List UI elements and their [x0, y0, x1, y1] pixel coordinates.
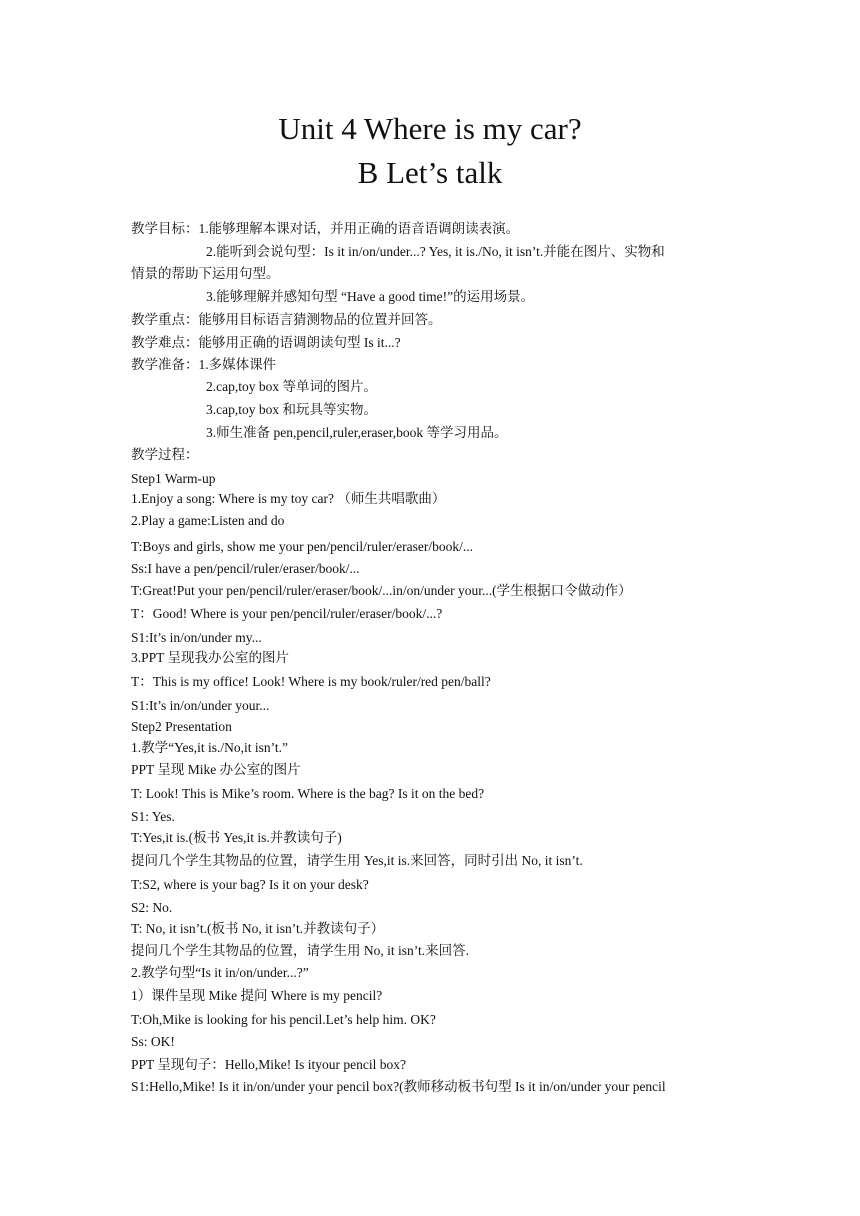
text-line: T: Look! This is Mike’s room. Where is the bag? Is it on the bed? [131, 786, 485, 801]
objective-line: 情景的帮助下运用句型。 [131, 266, 280, 281]
step-heading: Step1 Warm-up [131, 471, 216, 486]
text-line: S2: No. [131, 900, 173, 915]
difficulty-line: 教学难点：能够用正确的语调朗读句型 Is it...? [131, 335, 401, 350]
text-line: 1.Enjoy a song: Where is my toy car? （师生共唱歌曲） [131, 491, 446, 506]
title-line-2: B Let’s talk [357, 155, 503, 190]
text-line: T:Boys and girls, show me your pen/pencil/ruler/eraser/book/... [131, 539, 474, 554]
text-line: S1:It’s in/on/under my... [131, 630, 262, 645]
text-line: Ss:I have a pen/pencil/ruler/eraser/book/... [131, 561, 360, 576]
text-line: T: No, it isn’t.(板书 No, it isn’t.并教读句子） [131, 921, 385, 936]
preparation-line: 教学准备：1.多媒体课件 [131, 357, 277, 372]
text-line: Ss: OK! [131, 1034, 175, 1049]
preparation-line: 2.cap,toy box 等单词的图片。 [206, 379, 377, 394]
text-line: S1: Yes. [131, 809, 175, 824]
text-line: 1）课件呈现 Mike 提问 Where is my pencil? [131, 988, 383, 1003]
text-line: T：Good! Where is your pen/pencil/ruler/eraser/book/...? [131, 606, 443, 621]
text-line: 提问几个学生其物品的位置，请学生用 Yes,it is.来回答，同时引出 No, it isn’t. [131, 853, 583, 868]
text-line: 2.教学句型“Is it in/on/under...?” [131, 965, 309, 980]
text-line: 提问几个学生其物品的位置，请学生用 No, it isn’t.来回答. [131, 943, 470, 958]
preparation-line: 3.师生准备 pen,pencil,ruler,eraser,book 等学习用品。 [206, 425, 508, 440]
title-line-1: Unit 4 Where is my car? [278, 111, 582, 146]
text-line: T:S2, where is your bag? Is it on your desk? [131, 877, 369, 892]
objective-line: 教学目标：1.能够理解本课对话，并用正确的语音语调朗读表演。 [131, 221, 520, 236]
process-heading: 教学过程： [131, 447, 199, 462]
text-line: PPT 呈现句子：Hello,Mike! Is ityour pencil box? [131, 1057, 406, 1072]
key-point-line: 教学重点：能够用目标语言猜测物品的位置并回答。 [131, 312, 442, 327]
text-line: 3.PPT 呈现我办公室的图片 [131, 650, 290, 665]
text-line: 1.教学“Yes,it is./No,it isn’t.” [131, 740, 289, 755]
text-line: S1:It’s in/on/under your... [131, 698, 270, 713]
text-line: T：This is my office! Look! Where is my book/ruler/red pen/ball? [131, 674, 491, 689]
text-line: PPT 呈现 Mike 办公室的图片 [131, 762, 301, 777]
text-line: 2.Play a game:Listen and do [131, 513, 285, 528]
text-line: T:Great!Put your pen/pencil/ruler/eraser/book/...in/on/under your...(学生根据口令做动作） [131, 583, 632, 598]
text-line: T:Oh,Mike is looking for his pencil.Let’s help him. OK? [131, 1012, 436, 1027]
preparation-line: 3.cap,toy box 和玩具等实物。 [206, 402, 377, 417]
step-heading: Step2 Presentation [131, 719, 232, 734]
objective-line: 3.能够理解并感知句型 “Have a good time!”的运用场景。 [206, 289, 535, 304]
text-line: T:Yes,it is.(板书 Yes,it is.并教读句子) [131, 830, 342, 845]
objective-line: 2.能听到会说句型：Is it in/on/under...? Yes, it is./No, it isn’t.并能在图片、实物和 [206, 244, 665, 259]
text-line: S1:Hello,Mike! Is it in/on/under your pencil box?(教师移动板书句型 Is it in/on/under your pencil [131, 1079, 666, 1094]
